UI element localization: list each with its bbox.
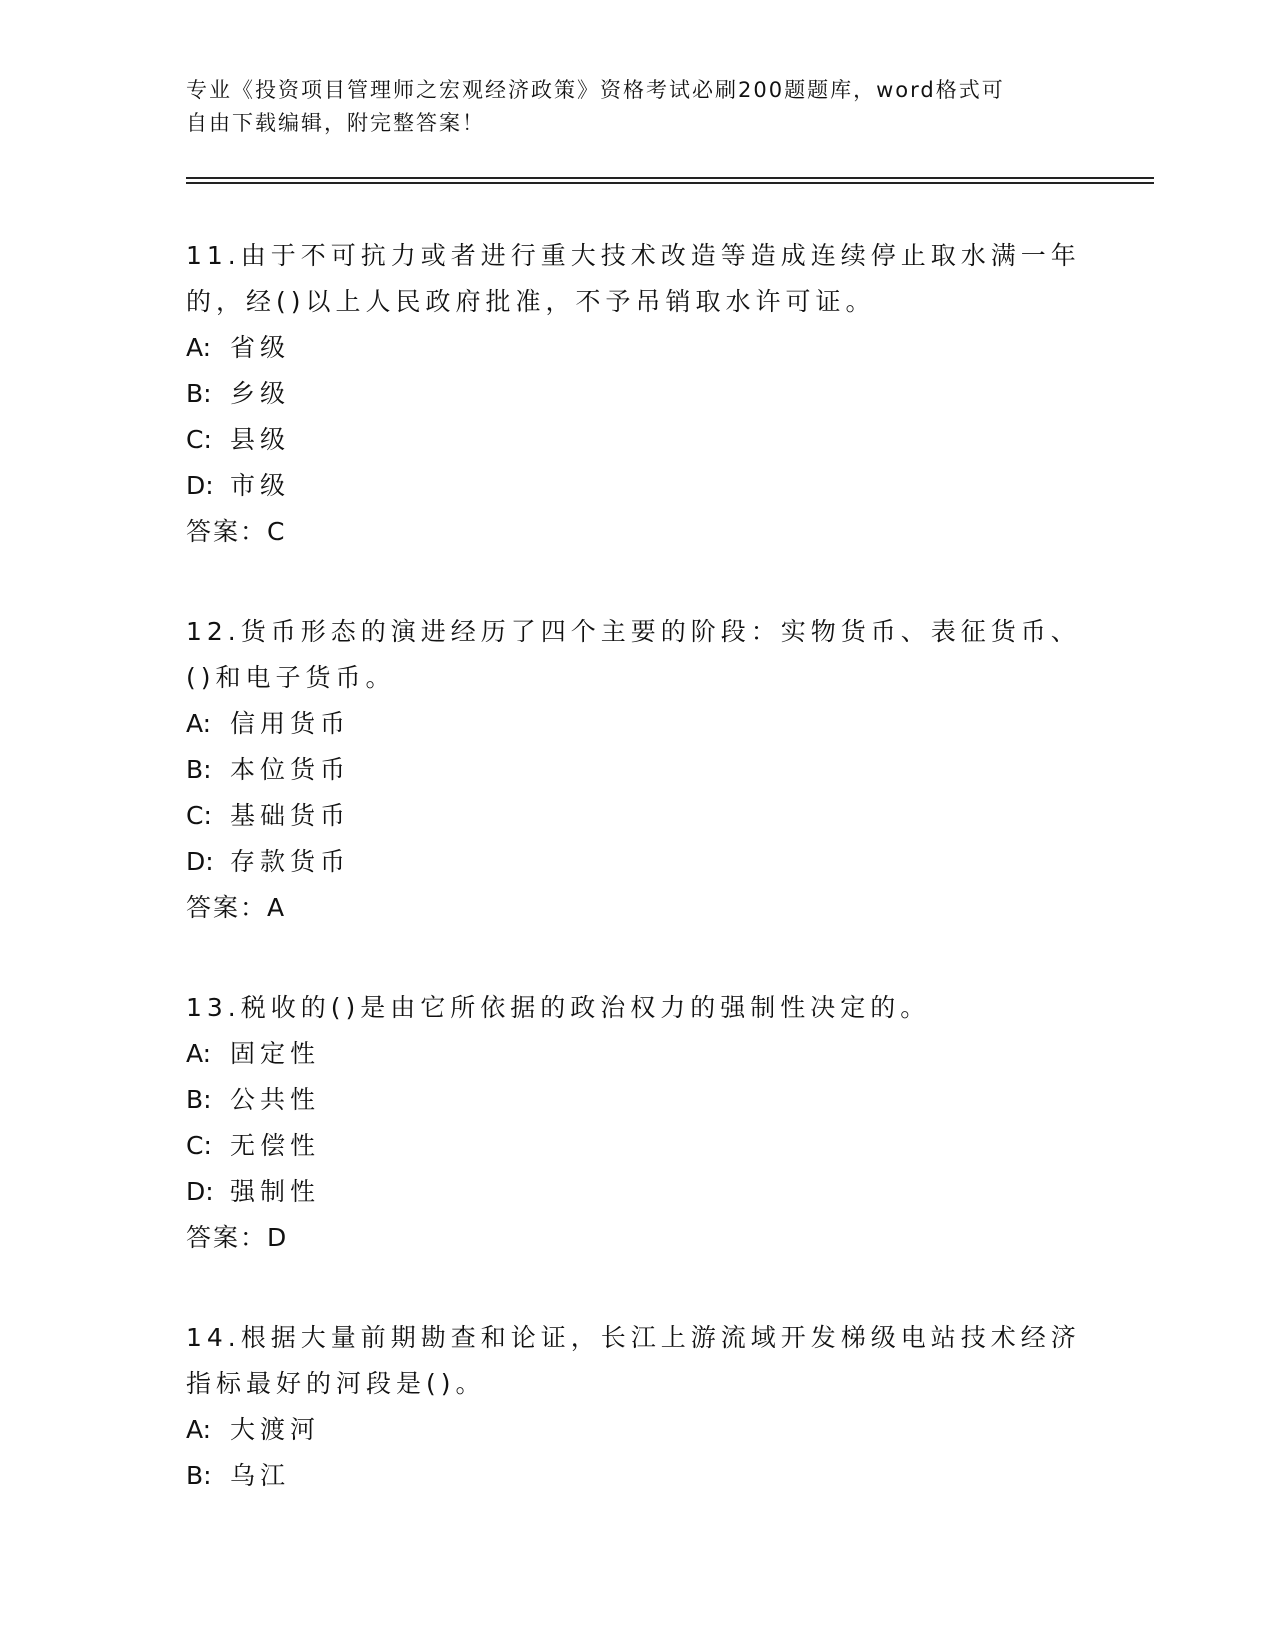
header-line-1: 专业《投资项目管理师之宏观经济政策》资格考试必刷200题题库，word格式可: [186, 78, 1005, 102]
question-text: 11.由于不可抗力或者进行重大技术改造等造成连续停止取水满一年的，经()以上人民政府批准，不予吊销取水许可证。: [186, 241, 1081, 316]
question-13: [186, 985, 1086, 1261]
option-text: 信用货币: [230, 709, 351, 738]
option-c: [186, 417, 1086, 463]
option-text: 大渡河: [230, 1415, 321, 1444]
option-b: [186, 1077, 1086, 1123]
question-text: 14.根据大量前期勘查和论证，长江上游流域开发梯级电站技术经济指标最好的河段是()。: [186, 1323, 1081, 1398]
option-letter: C:: [186, 801, 212, 830]
option-c: [186, 1123, 1086, 1169]
header-double-rule: [186, 177, 1154, 184]
header-line-2: 自由下载编辑，附完整答案！: [186, 111, 485, 135]
option-text: 市级: [230, 471, 291, 500]
answer-line: 答案：D: [186, 1223, 289, 1252]
answer-line: 答案：A: [186, 893, 287, 922]
option-d: [186, 1169, 1086, 1215]
question-list: [186, 233, 1086, 1553]
option-text: 县级: [230, 425, 291, 454]
option-b: [186, 747, 1086, 793]
option-a: [186, 1031, 1086, 1077]
option-a: [186, 325, 1086, 371]
option-b: [186, 1453, 1086, 1499]
document-header: [186, 74, 1086, 140]
option-letter: C:: [186, 425, 212, 454]
option-letter: A:: [186, 333, 212, 362]
option-text: 固定性: [230, 1039, 321, 1068]
option-letter: B:: [186, 379, 212, 408]
option-letter: B:: [186, 1461, 212, 1490]
option-letter: A:: [186, 709, 212, 738]
option-text: 强制性: [230, 1177, 321, 1206]
option-letter: D:: [186, 1177, 214, 1206]
answer-line: 答案：C: [186, 517, 287, 546]
option-c: [186, 793, 1086, 839]
option-text: 公共性: [230, 1085, 321, 1114]
option-text: 存款货币: [230, 847, 351, 876]
option-text: 乡级: [230, 379, 291, 408]
question-11: [186, 233, 1086, 555]
option-text: 本位货币: [230, 755, 351, 784]
option-d: [186, 839, 1086, 885]
question-14: [186, 1315, 1086, 1499]
option-text: 省级: [230, 333, 291, 362]
option-letter: B:: [186, 1085, 212, 1114]
option-letter: D:: [186, 471, 214, 500]
option-text: 无偿性: [230, 1131, 321, 1160]
option-text: 乌江: [230, 1461, 291, 1490]
option-b: [186, 371, 1086, 417]
question-text: 12.货币形态的演进经历了四个主要的阶段：实物货币、表征货币、()和电子货币。: [186, 617, 1081, 692]
question-12: [186, 609, 1086, 931]
option-letter: A:: [186, 1039, 212, 1068]
question-text: 13.税收的()是由它所依据的政治权力的强制性决定的。: [186, 993, 931, 1022]
option-a: [186, 1407, 1086, 1453]
option-letter: B:: [186, 755, 212, 784]
option-text: 基础货币: [230, 801, 351, 830]
option-a: [186, 701, 1086, 747]
option-letter: C:: [186, 1131, 212, 1160]
option-letter: A:: [186, 1415, 212, 1444]
option-d: [186, 463, 1086, 509]
option-letter: D:: [186, 847, 214, 876]
